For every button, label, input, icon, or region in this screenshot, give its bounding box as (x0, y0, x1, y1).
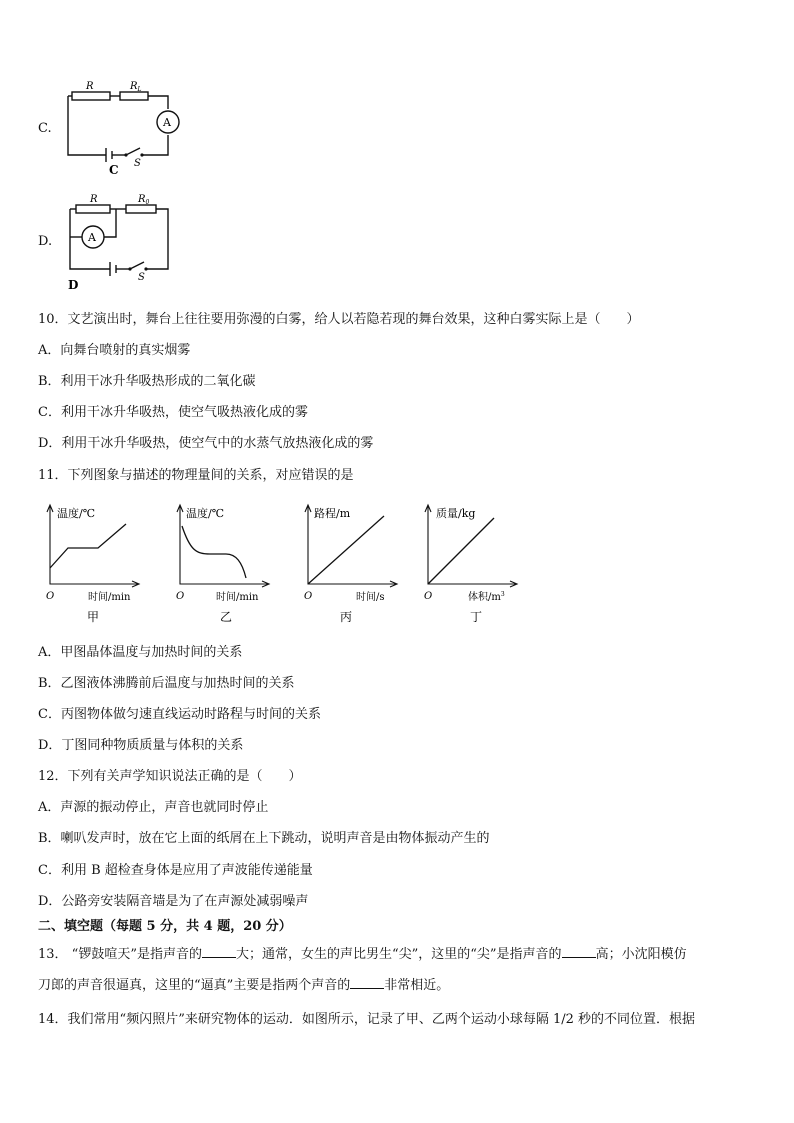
q13-text-2: 大；通常，女生的声比男生“尖”，这里的“尖”是指声音的 (235, 947, 562, 962)
battery-icon (110, 262, 120, 276)
graph-origin: O (46, 591, 55, 602)
resistor-rl-label: $R_L$ (130, 81, 142, 93)
q12-option-a: A．声源的振动停止，声音也就同时停止 (38, 800, 269, 815)
resistor-r-label: R (90, 194, 98, 205)
switch-icon (124, 148, 143, 157)
curve-liquid-cooling (182, 526, 246, 578)
q10-option-c: C．利用干冰升华吸热，使空气吸热液化成的雾 (38, 405, 308, 420)
answer-blank-2[interactable] (562, 945, 596, 958)
ammeter-label: A (163, 116, 171, 129)
curve-mass-volume (428, 518, 494, 584)
circuit-wires-d (70, 209, 168, 269)
q13-text-3: 高；小沈阳模仿 (595, 947, 687, 962)
q12-option-d: D．公路旁安装隔音墙是为了在声源处减弱噪声 (38, 894, 309, 909)
graph-origin: O (304, 591, 313, 602)
resistor-r0-label: $R_0$ (138, 194, 150, 206)
ammeter-label: A (88, 231, 96, 244)
resistor-r0-icon (126, 205, 156, 213)
q13-text-4: 刀郎的声音很逼真，这里的“逼真”主要是指两个声音的 (38, 978, 351, 993)
graph-origin: O (424, 591, 433, 602)
circuit-diagram-c (60, 78, 190, 178)
q10-option-a: A．向舞台喷射的真实烟雾 (38, 343, 191, 358)
graph-ylabel: 温度/℃ (57, 507, 96, 520)
resistor-r-label: R (86, 81, 94, 92)
graph-caption: 乙 (220, 610, 233, 624)
option-d-label: D. (38, 234, 53, 249)
resistor-rl-icon (120, 92, 148, 100)
q11-option-b: B．乙图液体沸腾前后温度与加热时间的关系 (38, 676, 295, 691)
graph-caption: 甲 (87, 610, 100, 624)
graph-ylabel: 质量/kg (436, 507, 476, 520)
graph-origin: O (176, 591, 185, 602)
battery-icon (106, 148, 116, 162)
q13-line-1 (38, 945, 687, 964)
q14-text: 14．我们常用“频闪照片”来研究物体的运动．如图所示，记录了甲、乙两个运动小球每隔 1/2 秒的不同位置．根据 (38, 1012, 696, 1027)
q10-stem: 10．文艺演出时，舞台上往往要用弥漫的白雾，给人以若隐若现的舞台效果，这种白雾实际上是（ ） (38, 312, 640, 327)
curve-crystal-melting (50, 524, 126, 568)
figure-caption-d: D (68, 278, 79, 292)
switch-label: S (134, 158, 141, 169)
graph-ylabel: 温度/℃ (186, 507, 225, 520)
switch-label: S (138, 272, 145, 283)
option-c-label: C. (38, 121, 52, 136)
q11-option-c: C．丙图物体做匀速直线运动时路程与时间的关系 (38, 707, 321, 722)
q13-text-5: 非常相近。 (384, 978, 450, 993)
graph-ding (418, 500, 534, 630)
resistor-r-icon (72, 92, 110, 100)
q13-text-1: 13． “锣鼓喧天”是指声音的 (38, 947, 202, 962)
q12-option-c: C．利用 B 超检查身体是应用了声波能传递能量 (38, 863, 313, 878)
circuit-wires-c (68, 96, 168, 155)
q13-line-2 (38, 976, 449, 995)
graph-xlabel: 时间/min (88, 592, 131, 603)
q11-option-a: A．甲图晶体温度与加热时间的关系 (38, 645, 243, 660)
graph-ylabel: 路程/m (314, 507, 351, 520)
figure-caption-c: C (109, 163, 119, 177)
answer-blank-3[interactable] (350, 976, 384, 989)
q10-option-b: B．利用干冰升华吸热形成的二氧化碳 (38, 374, 256, 389)
graph-xlabel: 时间/min (216, 592, 259, 603)
graph-bing (298, 500, 410, 630)
graph-yi (170, 500, 282, 630)
resistor-r-icon (76, 205, 110, 213)
graph-xlabel: 体积$/m^3$ (468, 591, 505, 603)
q11-option-d: D．丁图同种物质质量与体积的关系 (38, 738, 244, 753)
answer-blank-1[interactable] (202, 945, 236, 958)
q12-option-b: B．喇叭发声时，放在它上面的纸屑在上下跳动，说明声音是由物体振动产生的 (38, 831, 490, 846)
graph-caption: 丙 (340, 610, 353, 624)
circuit-diagram-d (60, 193, 190, 293)
q12-stem: 12．下列有关声学知识说法正确的是（ ） (38, 769, 302, 784)
graph-xlabel: 时间/s (356, 592, 385, 603)
section-title: 二、填空题（每题 5 分，共 4 题，20 分） (38, 919, 292, 934)
curve-uniform-motion (308, 516, 384, 584)
switch-icon (128, 262, 147, 271)
graph-caption: 丁 (470, 610, 483, 624)
q10-option-d: D．利用干冰升华吸热，使空气中的水蒸气放热液化成的雾 (38, 436, 374, 451)
q11-stem: 11．下列图象与描述的物理量间的关系，对应错误的是 (38, 468, 354, 483)
graph-jia (40, 500, 152, 630)
